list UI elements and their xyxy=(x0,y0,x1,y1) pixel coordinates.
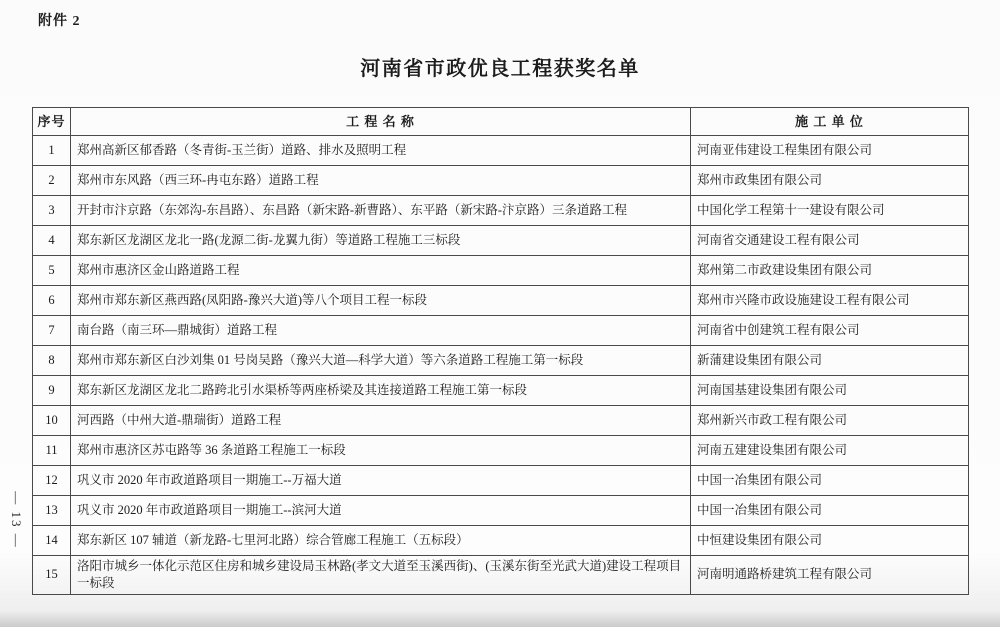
row-number-cell: 13 xyxy=(33,496,71,526)
row-number-cell: 11 xyxy=(33,436,71,466)
construction-unit-cell: 郑州第二市政建设集团有限公司 xyxy=(691,256,969,286)
construction-unit-cell: 河南国基建设集团有限公司 xyxy=(691,376,969,406)
project-name-cell: 洛阳市城乡一体化示范区住房和城乡建设局玉林路(孝文大道至玉溪西街)、(玉溪东街至光武大道)建设工程项目一标段 xyxy=(71,556,691,595)
table-row xyxy=(33,466,969,496)
project-name-cell: 河西路（中州大道-鼎瑞街）道路工程 xyxy=(71,406,691,436)
row-number-cell: 4 xyxy=(33,226,71,256)
table-row xyxy=(33,196,969,226)
table-row xyxy=(33,346,969,376)
project-name-cell: 郑州市惠济区苏屯路等 36 条道路工程施工一标段 xyxy=(71,436,691,466)
construction-unit-cell: 河南省交通建设工程有限公司 xyxy=(691,226,969,256)
project-name-cell: 郑州市郑东新区白沙刘集 01 号岗吴路（豫兴大道—科学大道）等六条道路工程施工第一标段 xyxy=(71,346,691,376)
header-construction-unit: 施 工 单 位 xyxy=(691,108,969,136)
row-number-cell: 12 xyxy=(33,466,71,496)
construction-unit-cell: 河南明通路桥建筑工程有限公司 xyxy=(691,556,969,595)
construction-unit-cell: 中国化学工程第十一建设有限公司 xyxy=(691,196,969,226)
table-row xyxy=(33,286,969,316)
row-number-cell: 7 xyxy=(33,316,71,346)
construction-unit-cell: 中国一冶集团有限公司 xyxy=(691,496,969,526)
row-number-cell: 9 xyxy=(33,376,71,406)
construction-unit-cell: 中国一冶集团有限公司 xyxy=(691,466,969,496)
row-number-cell: 1 xyxy=(33,136,71,166)
table-row xyxy=(33,556,969,595)
construction-unit-cell: 河南亚伟建设工程集团有限公司 xyxy=(691,136,969,166)
construction-unit-cell: 中恒建设集团有限公司 xyxy=(691,526,969,556)
table-row xyxy=(33,526,969,556)
table-row xyxy=(33,166,969,196)
construction-unit-cell: 河南五建建设集团有限公司 xyxy=(691,436,969,466)
table-row xyxy=(33,136,969,166)
row-number-cell: 2 xyxy=(33,166,71,196)
row-number-cell: 8 xyxy=(33,346,71,376)
table-row xyxy=(33,406,969,436)
page-title: 河南省市政优良工程获奖名单 xyxy=(360,58,640,80)
project-name-cell: 巩义市 2020 年市政道路项目一期施工--万福大道 xyxy=(71,466,691,496)
table-row xyxy=(33,256,969,286)
construction-unit-cell: 河南省中创建筑工程有限公司 xyxy=(691,316,969,346)
row-number-cell: 15 xyxy=(33,556,71,595)
table-row xyxy=(33,316,969,346)
project-name-cell: 郑州市惠济区金山路道路工程 xyxy=(71,256,691,286)
project-name-cell: 巩义市 2020 年市政道路项目一期施工--滨河大道 xyxy=(71,496,691,526)
project-name-cell: 郑东新区龙湖区龙北一路(龙源二街-龙翼九街）等道路工程施工三标段 xyxy=(71,226,691,256)
table-header xyxy=(33,108,969,136)
table-row xyxy=(33,376,969,406)
page-number: — 13 — xyxy=(9,491,24,549)
project-name-cell: 郑州市东风路（西三环-冉屯东路）道路工程 xyxy=(71,166,691,196)
project-name-cell: 南台路（南三环—鼎城街）道路工程 xyxy=(71,316,691,346)
attachment-label: 附件 2 xyxy=(38,14,81,29)
construction-unit-cell: 郑州市兴隆市政设施建设工程有限公司 xyxy=(691,286,969,316)
award-table xyxy=(32,107,969,595)
row-number-cell: 3 xyxy=(33,196,71,226)
header-row xyxy=(33,108,969,136)
table-row xyxy=(33,226,969,256)
table-row xyxy=(33,496,969,526)
project-name-cell: 郑州高新区郁香路（冬青街-玉兰街）道路、排水及照明工程 xyxy=(71,136,691,166)
construction-unit-cell: 新蒲建设集团有限公司 xyxy=(691,346,969,376)
project-name-cell: 郑州市郑东新区燕西路(凤阳路-豫兴大道)等八个项目工程一标段 xyxy=(71,286,691,316)
construction-unit-cell: 郑州新兴市政工程有限公司 xyxy=(691,406,969,436)
row-number-cell: 14 xyxy=(33,526,71,556)
table-body xyxy=(33,136,969,595)
project-name-cell: 郑东新区 107 辅道（新龙路-七里河北路）综合管廊工程施工（五标段） xyxy=(71,526,691,556)
header-no: 序号 xyxy=(33,108,71,136)
project-name-cell: 开封市汴京路（东郊沟-东昌路）、东昌路（新宋路-新曹路）、东平路（新宋路-汴京路）三条道路工程 xyxy=(71,196,691,226)
row-number-cell: 6 xyxy=(33,286,71,316)
header-project-name: 工 程 名 称 xyxy=(71,108,691,136)
project-name-cell: 郑东新区龙湖区龙北二路跨北引水渠桥等两座桥梁及其连接道路工程施工第一标段 xyxy=(71,376,691,406)
construction-unit-cell: 郑州市政集团有限公司 xyxy=(691,166,969,196)
scan-shadow xyxy=(0,611,1000,627)
row-number-cell: 5 xyxy=(33,256,71,286)
row-number-cell: 10 xyxy=(33,406,71,436)
table-row xyxy=(33,436,969,466)
